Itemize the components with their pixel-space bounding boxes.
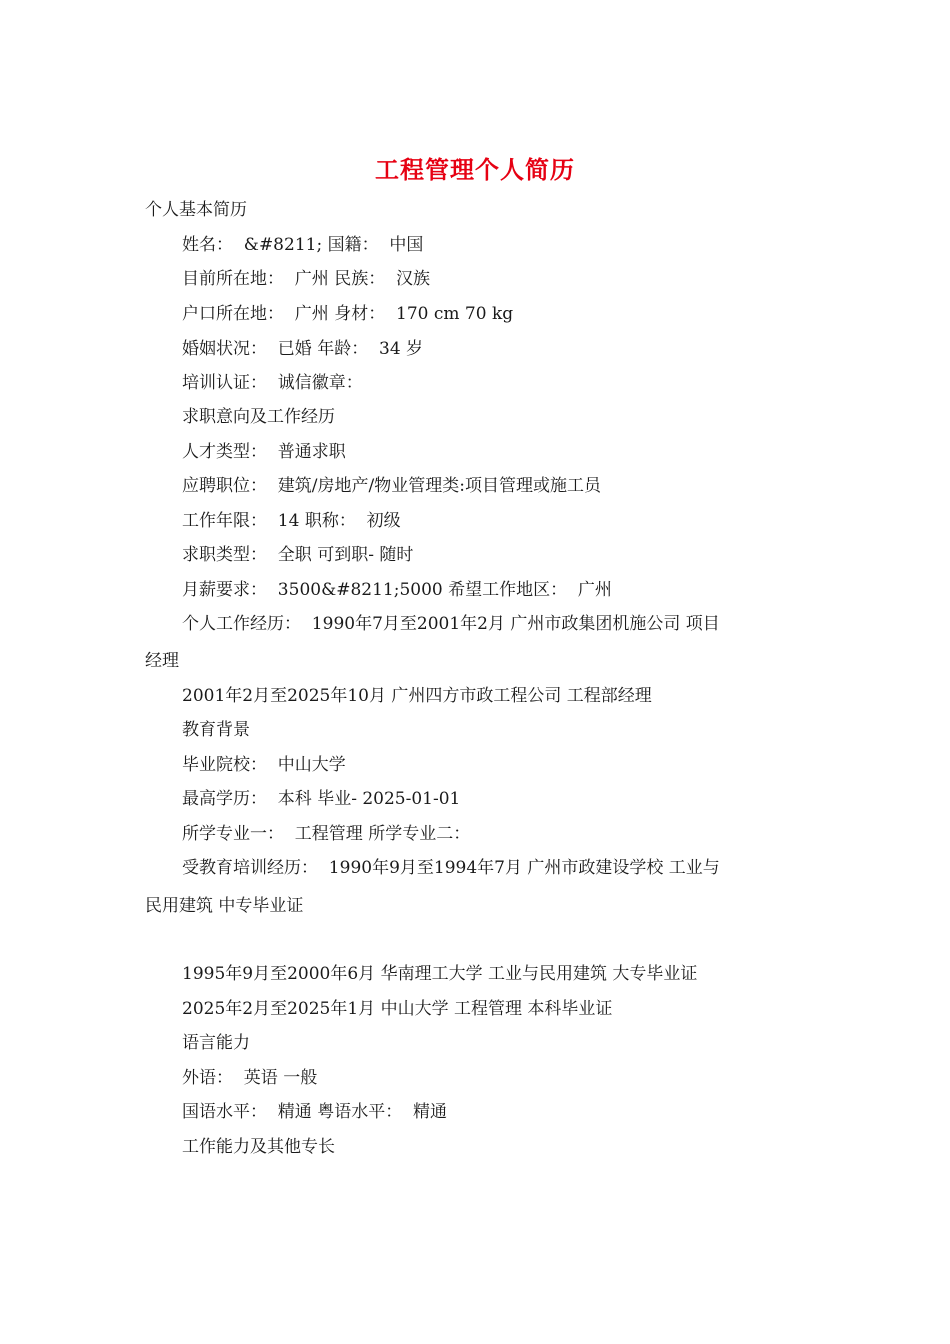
text-line-school: 毕业院校： 中山大学 <box>182 755 346 775</box>
text-line-mandarin-cantonese: 国语水平： 精通 粤语水平： 精通 <box>182 1102 448 1122</box>
text-line-job-type: 求职类型： 全职 可到职- 随时 <box>182 545 414 565</box>
text-line-training-history-2: 1995年9月至2000年6月 华南理工大学 工业与民用建筑 大专毕业证 <box>182 964 698 984</box>
section-heading-education: 教育背景 <box>182 720 250 740</box>
text-line-work-history: 个人工作经历： 1990年7月至2001年2月 广州市政集团机施公司 项目 <box>182 614 720 634</box>
text-line-location-ethnicity: 目前所在地： 广州 民族： 汉族 <box>182 269 431 289</box>
text-line-marital-age: 婚姻状况： 已婚 年龄： 34 岁 <box>182 339 424 359</box>
section-heading-skills: 工作能力及其他专长 <box>182 1137 335 1157</box>
section-heading-language: 语言能力 <box>182 1033 250 1053</box>
text-line-training-history-cont: 民用建筑 中专毕业证 <box>145 896 304 916</box>
text-line-work-history-cont: 经理 <box>145 651 179 671</box>
document-title: 工程管理个人简历 <box>375 155 575 184</box>
text-line-foreign-language: 外语： 英语 一般 <box>182 1068 318 1088</box>
text-line-training-history-3: 2025年2月至2025年1月 中山大学 工程管理 本科毕业证 <box>182 999 613 1019</box>
text-line-talent-type: 人才类型： 普通求职 <box>182 442 346 462</box>
section-heading-basic-resume: 个人基本简历 <box>145 200 247 220</box>
text-line-name-nationality: 姓名： &#8211; 国籍： 中国 <box>182 235 424 255</box>
text-line-work-years: 工作年限： 14 职称： 初级 <box>182 511 401 531</box>
text-line-hukou-body: 户口所在地： 广州 身材： 170 cm 70 kg <box>182 304 514 324</box>
text-line-training-history: 受教育培训经历： 1990年9月至1994年7月 广州市政建设学校 工业与 <box>182 858 720 878</box>
text-line-work-history-2: 2001年2月至2025年10月 广州四方市政工程公司 工程部经理 <box>182 686 652 706</box>
text-line-certification: 培训认证： 诚信徽章： <box>182 373 363 393</box>
section-heading-job-intent: 求职意向及工作经历 <box>182 407 335 427</box>
text-line-salary-region: 月薪要求： 3500&#8211;5000 希望工作地区： 广州 <box>182 580 612 600</box>
text-line-degree: 最高学历： 本科 毕业- 2025-01-01 <box>182 789 461 809</box>
text-line-position: 应聘职位： 建筑/房地产/物业管理类:项目管理或施工员 <box>182 476 601 496</box>
text-line-majors: 所学专业一： 工程管理 所学专业二： <box>182 824 471 844</box>
